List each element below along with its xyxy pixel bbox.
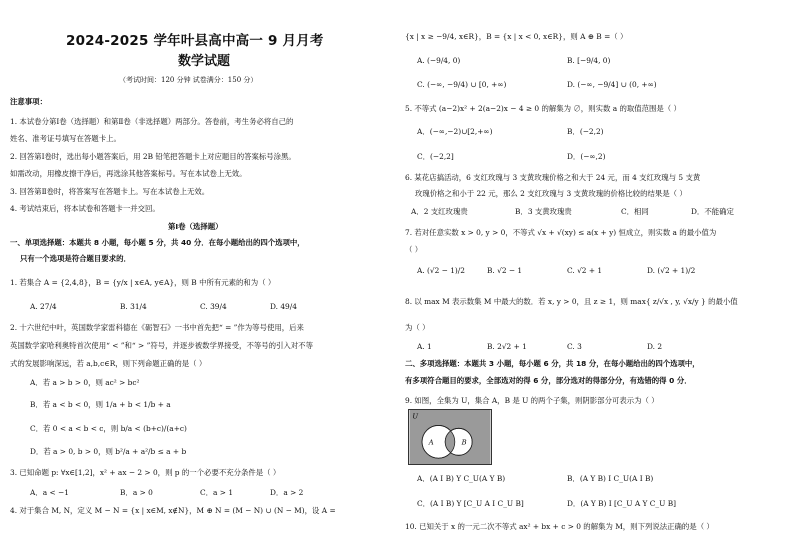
note-line: 姓名、准考证号填写在答题卡上。 [10,134,121,143]
q2-line: 英国数学家哈利奥特首次使用“ < ”和“ > ”符号，并逐步被数学界接受，不等号的引入对不等 [10,341,313,350]
section2-heading: 二、多项选择题：本题共 3 小题，每小题 6 分，共 18 分，在每小题给出的四个选项中， [405,359,700,368]
q4-option-a: A. (−9/4, 0) [417,56,461,65]
right-column [397,0,794,560]
q3-option-d: D．a > 2 [270,488,304,497]
q6-option-d: D．不能确定 [691,207,734,216]
q6-option-a: A．2 支红玫瑰贵 [411,207,468,216]
q2-option-c: C．若 0 < a < b < c，则 b/a < (b+c)/(a+c) [30,424,187,433]
q2-option-b: B．若 a < b < 0，则 1/a + b < 1/b + a [30,400,171,409]
q2-option-d: D．若 a > 0, b > 0，则 b²/a + a²/b ≤ a + b [30,447,187,456]
q5-option-c: C．(−2,2] [417,152,454,161]
q1-option-a: A. 27/4 [30,302,57,311]
exam-title: 2024-2025 学年叶县高中高一 9 月月考 [66,33,324,49]
q6-option-b: B．3 支黄玫瑰贵 [515,207,572,216]
q8-option-d: D. 2 [647,342,663,351]
section2-heading-cont: 有多项符合题目的要求，全部选对的得 6 分，部分选对的得部分分，有选错的得 0 分． [405,376,692,385]
q4-stem-cont: {x | x ≥ −9/4, x∈R}，B = {x | x < 0, x∈R}，则 A ⊕ B =（ ） [405,32,628,41]
q5-option-b: B．(−2,2) [567,127,604,136]
q4-option-b: B. [−9/4, 0) [567,56,611,65]
q3-option-b: B．a > 0 [120,488,153,497]
q2-line: 式的发展影响深远，若 a,b,c∈R，则下列命题正确的是（ ） [10,359,207,368]
q4-option-c: C. (−∞, −9/4) ∪ [0, +∞) [417,80,507,89]
q6-option-c: C．相同 [621,207,649,216]
q6-line: 6. 某花店搞活动，6 支红玫瑰与 3 支黄玫瑰价格之和大于 24 元，而 4 支红玫瑰与 5 支黄 [405,173,701,182]
q2-option-a: A．若 a > b > 0，则 ac² > bc² [30,378,140,387]
q4-option-d: D. (−∞, −9/4] ∪ (0, +∞) [567,80,657,89]
exam-subtitle: 数学试题 [178,54,231,69]
q10-stem: 10. 已知关于 x 的一元二次不等式 ax² + bx + c > 0 的解集为 M，则下列说法正确的是（ ） [405,522,714,531]
q8-option-b: B. 2√2 + 1 [487,342,527,351]
q9-stem: 9. 如图，全集为 U，集合 A，B 是 U 的两个子集，则阴影部分可表示为（ ） [405,396,659,405]
note-line: 如需改动，用橡皮擦干净后，再选涂其他答案标号。写在本试卷上无效。 [10,169,247,178]
q5-option-d: D．(−∞,2) [567,152,606,161]
venn-label-b: B [461,438,467,447]
q6-line: 玫瑰价格之和小于 22 元，那么 2 支红玫瑰与 3 支黄玫瑰的价格比较的结果是（ ） [415,189,687,198]
q9-option-b: B．(A Y B) I C_U(A I B) [567,474,654,483]
q8-option-c: C. 3 [567,342,582,351]
q1-option-d: D. 49/4 [270,302,297,311]
q7-option-d: D. (√2 + 1)/2 [647,266,696,275]
venn-svg [409,410,491,464]
note-line: 3. 回答第Ⅱ卷时，将答案写在答题卡上。写在本试卷上无效。 [10,187,210,196]
q1-option-c: C. 39/4 [200,302,227,311]
q5-option-a: A．(−∞,−2)∪[2,+∞) [417,127,493,136]
q3-option-a: A．a < −1 [30,488,69,497]
q7-option-a: A. (√2 − 1)/2 [417,266,465,275]
q8-stem-cont: 为（ ） [405,323,430,332]
q7-option-b: B. √2 − 1 [487,266,523,275]
venn-diagram [408,409,492,465]
q2-line: 2. 十六世纪中叶，英国数学家雷科德在《砺智石》一书中首先把“ = ”作为等号使用，后来 [10,323,304,332]
note-line: 4. 考试结束后，将本试卷和答题卡一并交回。 [10,204,160,213]
section1-heading: 一、单项选择题：本题共 8 小题，每小题 5 分，共 40 分．在每小题给出的四个选项中， [10,238,305,247]
section1-title: 第Ⅰ卷（选择题） [168,222,223,231]
notes-heading: 注意事项： [10,97,47,106]
q7-stem-cont: （ ） [405,245,423,254]
q9-option-d: D．(A Y B) I [C_U A Y C_U B] [567,499,677,508]
q3-option-c: C．a > 1 [200,488,234,497]
q7-stem: 7. 若对任意实数 x > 0, y > 0，不等式 √x + √(xy) ≤ a(x + y) 恒成立，则实数 a 的最小值为 [405,228,717,237]
exam-meta: （考试时间：120 分钟 试卷满分：150 分） [119,76,258,84]
venn-label-u: U [412,412,419,421]
q9-option-a: A．(A I B) Y C_U(A Y B) [417,474,506,483]
q9-option-c: C．(A I B) Y [C_U A I C_U B] [417,499,524,508]
q4-stem: 4. 对于集合 M, N，定义 M − N = {x | x∈M, x∉N}，M ⊕ N = (M − N) ∪ (N − M)，设 A = [10,506,336,515]
q3-stem: 3. 已知命题 p: ∀x∈[1,2]，x² + ax − 2 > 0，则 p 的一个必要不充分条件是（ ） [10,468,281,477]
q8-option-a: A. 1 [417,342,432,351]
q8-stem: 8. 以 max M 表示数集 M 中最大的数．若 x, y > 0，且 z ≥ 1，则 max{ z/√x , y, √x/y } 的最小值 [405,297,738,306]
venn-label-a: A [428,438,434,447]
q1-option-b: B. 31/4 [120,302,147,311]
section1-heading-cont: 只有一个选项是符合题目要求的． [20,254,131,263]
note-line: 2. 回答第Ⅰ卷时，选出每小题答案后，用 2B 铅笔把答题卡上对应题目的答案标号涂黑。 [10,152,296,161]
q5-stem: 5. 不等式 (a−2)x² + 2(a−2)x − 4 ≥ 0 的解集为 ∅，则实数 a 的取值范围是（ ） [405,104,681,113]
note-line: 1. 本试卷分第Ⅰ卷（选择题）和第Ⅱ卷（非选择题）两部分。答卷前，考生务必将自己的 [10,117,294,126]
q7-option-c: C. √2 + 1 [567,266,603,275]
q1-stem: 1. 若集合 A = {2,4,8}，B = {y/x | x∈A, y∈A}，则 B 中所有元素的和为（ ） [10,278,276,287]
